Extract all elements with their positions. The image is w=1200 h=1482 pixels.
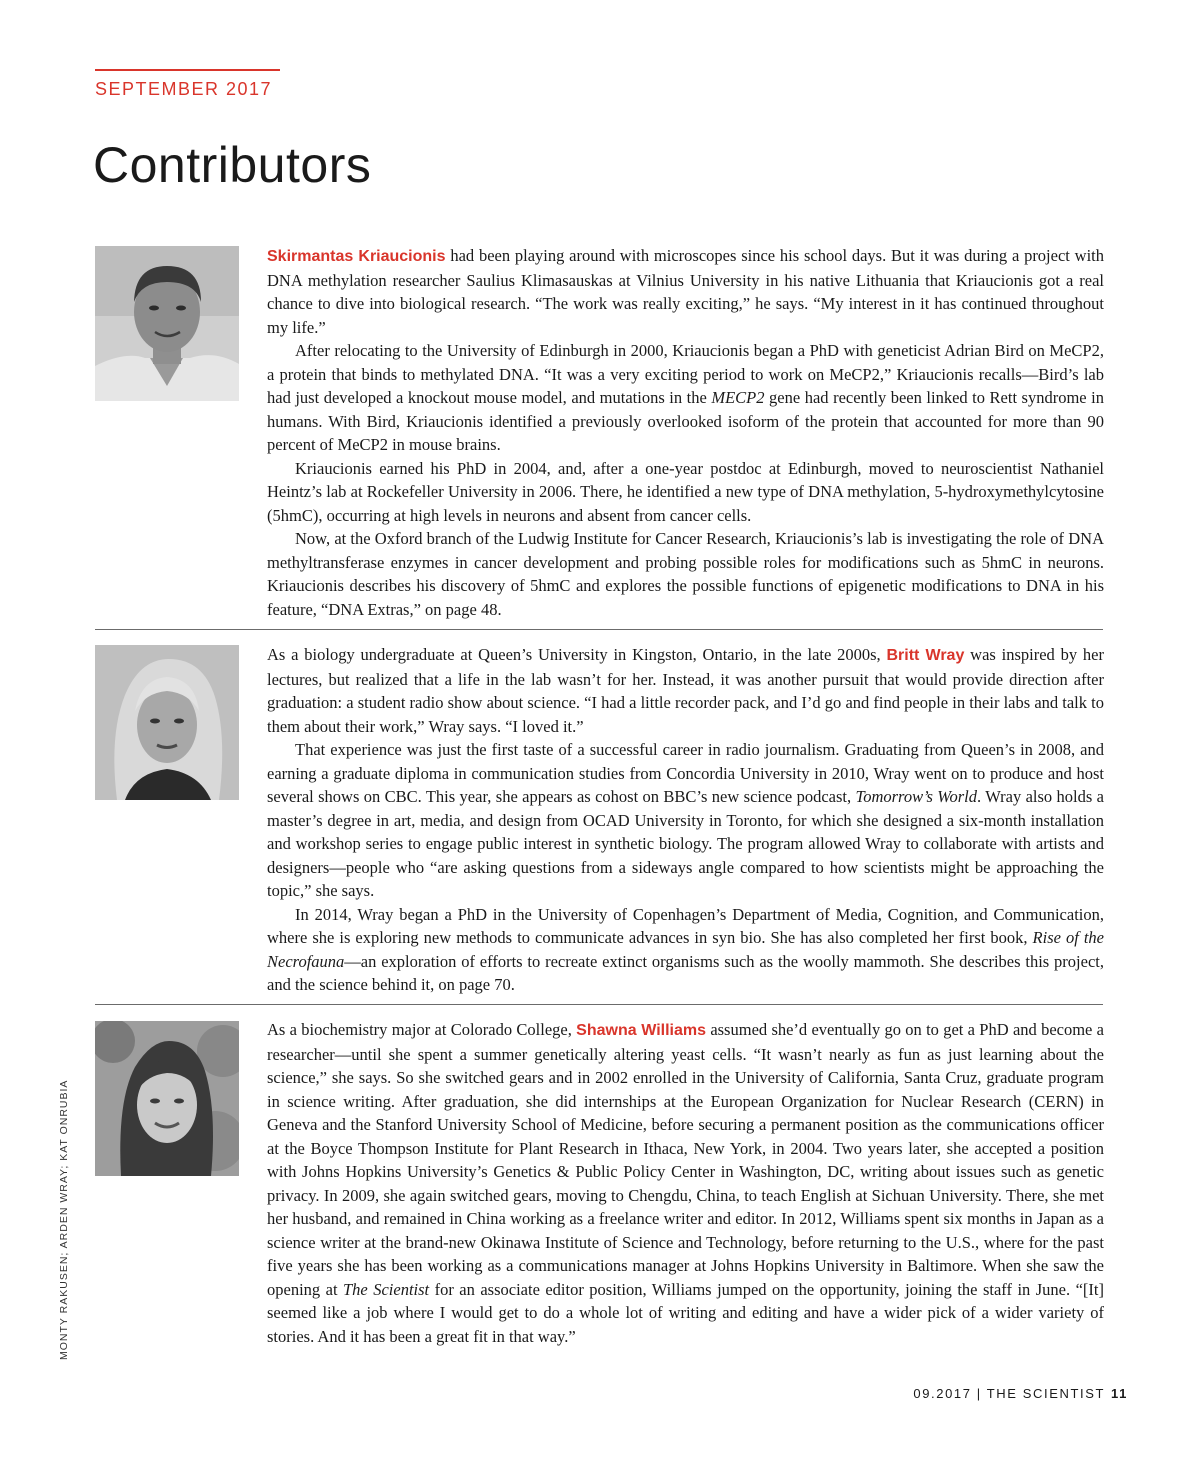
footer-publication: 09.2017 | THE SCIENTIST bbox=[913, 1386, 1106, 1401]
bio-paragraph: After relocating to the University of Edinburgh in 2000, Kriaucionis began a PhD with geneticist Adrian Bird on MeCP2, a protein that binds to methylated DNA. “It was a very exciting period to work on MeCP2,” Kriaucionis recalls—Bird’s lab had just developed a knockout mouse model, and mutations in the MECP2 gene had recently been linked to Rett syndrome in humans. With Bird, Kriaucionis identified a previously overlooked isoform of the protein that accounted for more than 90 percent of MeCP2 in mouse brains. bbox=[267, 341, 1104, 454]
portrait-woman-image bbox=[95, 1021, 239, 1176]
bio-paragraph: Now, at the Oxford branch of the Ludwig Institute for Cancer Research, Kriaucionis’s lab is investigating the role of DNA methyltransferase enzymes in cancer development and probing possible roles for modifications such as 5hmC in neurons. Kriaucionis describes his discovery of 5hmC and explores the possible functions of epigenetic modifications to DNA in his feature, “DNA Extras,” on page 48. bbox=[267, 529, 1104, 619]
photo-credit: MONTY RAKUSEN; ARDEN WRAY; KAT ONRUBIA bbox=[58, 1079, 70, 1360]
bio-paragraph: Kriaucionis earned his PhD in 2004, and, after a one-year postdoc at Edinburgh, moved to neuroscientist Nathaniel Heintz’s lab at Rockefeller University in 2006. There, he identified a new type of DNA methylation, 5-hydroxymethylcytosine (5hmC), occurring at high levels in neurons and absent from cancer cells. bbox=[267, 458, 1104, 525]
bio-paragraph: That experience was just the first taste of a successful career in radio journalism. Graduating from Queen’s in 2008, and earning a graduate diploma in communication studies from Concordia University in 2010, Wray went on to produce and host several shows on CBC. This year, she appears as cohost on BBC’s new science podcast, Tomorrow’s World. Wray also holds a master’s degree in art, media, and design from OCAD University in Toronto, for which she designed a six-month installation and workshop series to engage public interest in synthetic biology. The program allowed Wray to collaborate with artists and designers—people who “are asking questions from a sideways angle compared to how scientists might be approaching the topic,” she says. bbox=[267, 740, 1104, 900]
page-title: Contributors bbox=[93, 137, 372, 193]
bio-williams bbox=[267, 1018, 1104, 1348]
portrait-woman-image bbox=[95, 645, 239, 800]
page-number: 11 bbox=[1111, 1386, 1128, 1401]
contributor-name: Britt Wray bbox=[886, 647, 965, 664]
portrait-man-image bbox=[95, 246, 239, 401]
bio-paragraph: In 2014, Wray began a PhD in the University of Copenhagen’s Department of Media, Cognition, and Communication, where she is exploring new methods to communicate advances in syn bio. She has also completed her first book, Rise of the Necrofauna—an exploration of efforts to recreate extinct organisms such as the woolly mammoth. She describes this project, and the science behind it, on page 70. bbox=[267, 904, 1104, 994]
contributor-photo-wray bbox=[95, 645, 239, 800]
section-divider bbox=[95, 1004, 1103, 1005]
contributor-photo-williams bbox=[95, 1021, 239, 1176]
contributor-name: Skirmantas Kriaucionis bbox=[267, 248, 446, 265]
contributor-photo-kriaucionis bbox=[95, 246, 239, 401]
bio-paragraph: As a biology undergraduate at Queen’s University in Kingston, Ontario, in the late 2000s, Britt Wray was inspired by her lectures, but realized that a life in the lab wasn’t for her. Instead, it was another pursuit that would provide direction after graduation: a student radio show about science. “I had a little recorder pack, and I’d go and find people in their labs and talk to them about their work,” Wray says. “I loved it.” bbox=[267, 645, 1104, 736]
issue-date: SEPTEMBER 2017 bbox=[95, 69, 280, 100]
bio-wray bbox=[267, 643, 1104, 997]
bio-paragraph: Skirmantas Kriaucionis had been playing around with microscopes since his school days. But it was during a project with DNA methylation researcher Saulius Klimasauskas at Vilnius University in his native Lithuania that Kriaucionis got a real chance to dive into biological research. “The work was really exciting,” he says. “My interest in it has continued throughout my life.” bbox=[267, 246, 1105, 337]
bio-kriaucionis bbox=[267, 244, 1104, 621]
contributor-name: Shawna Williams bbox=[576, 1022, 707, 1039]
page-footer bbox=[913, 1386, 1128, 1401]
bio-paragraph: As a biochemistry major at Colorado College, Shawna Williams assumed she’d eventually go on to get a PhD and become a researcher—until she spent a summer genetically altering yeast cells. “It wasn’t nearly as fun as just learning about the science,” she says. So she switched gears and in 2002 enrolled in the University of California, Santa Cruz, graduate program in science writing. After graduation, she did internships at the European Organization for Nuclear Research (CERN) in Geneva and the Stanford University School of Medicine, before securing a permanent position as the communications officer at the Boyce Thompson Institute for Plant Research in Ithaca, New York, in 2004. Two years later, she accepted a position with Johns Hopkins University’s Genetics & Public Policy Center in Washington, DC, writing about issues such as genetic privacy. In 2009, she again switched gears, moving to Chengdu, China, to teach English at Sichuan University. There, she met her husband, and remained in China working as a freelance writer and editor. In 2012, Williams spent six months in Japan as a science writer at the brand-new Okinawa Institute of Science and Technology, before returning to the U.S., where for the past five years she has been working as a communications manager at Johns Hopkins University in Baltimore. When she saw the opening at The Scientist for an associate editor position, Williams jumped on the opportunity, joining the staff in June. “[It] seemed like a job where I would get to do a whole lot of writing and editing and have a wider pick of a wider variety of stories. And it has been a great fit in that way.” bbox=[267, 1020, 1105, 1346]
section-divider bbox=[95, 629, 1103, 630]
